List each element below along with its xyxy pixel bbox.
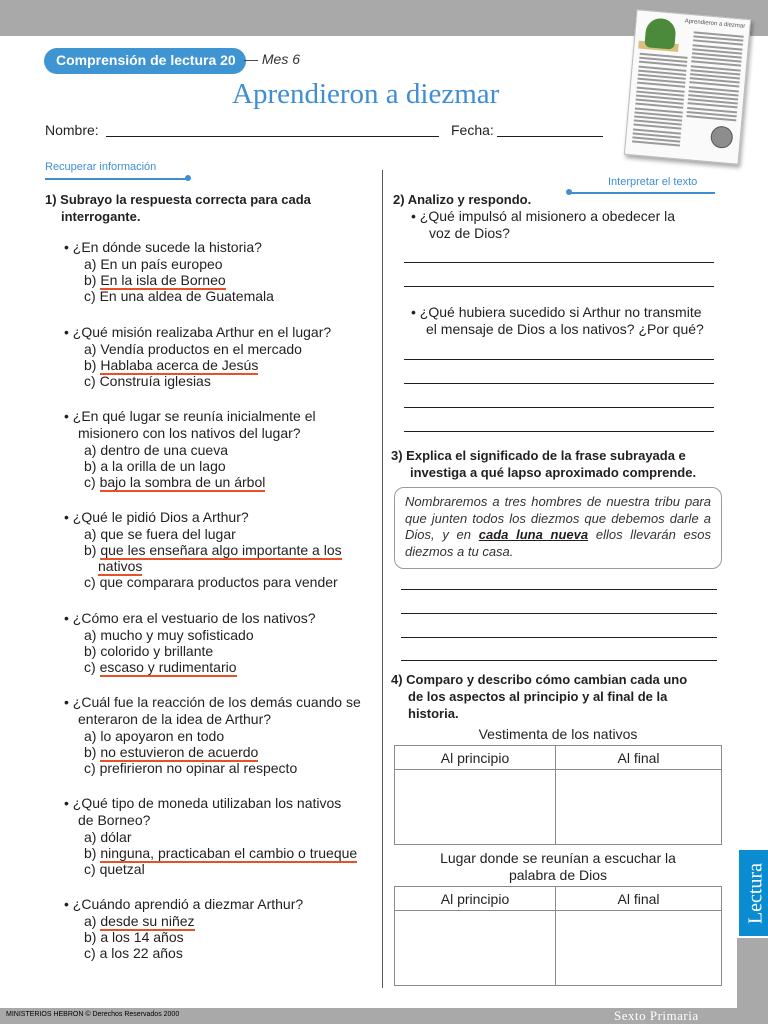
name-field[interactable]	[106, 136, 439, 137]
q1-title-cont: interrogante.	[61, 209, 141, 224]
q1-option-letter: a)	[84, 913, 97, 929]
section-dot-left	[185, 175, 191, 181]
q1-option-text: que se fuera del lugar	[100, 526, 236, 542]
q1-option-letter: c)	[84, 861, 96, 877]
q1-option[interactable]	[84, 744, 258, 760]
q1-option-text: En una aldea de Guatemala	[99, 288, 274, 304]
q1-option[interactable]	[84, 829, 131, 845]
q1-option[interactable]	[84, 357, 258, 373]
q1-option-letter: b)	[84, 542, 97, 558]
thumbnail-tree-icon	[644, 17, 677, 50]
reading-number-pill: Comprensión de lectura 20	[44, 48, 246, 74]
table2-col-final: Al final	[556, 887, 722, 911]
answer-line[interactable]	[401, 589, 717, 590]
column-divider	[382, 170, 383, 988]
q1-option-text: desde su niñez	[100, 913, 195, 929]
q1-option-cont[interactable]	[98, 558, 142, 574]
page-title: Aprendieron a diezmar	[232, 78, 500, 110]
q1-option[interactable]	[84, 929, 184, 945]
q1-option-text: quetzal	[99, 861, 145, 877]
q1-option-letter: a)	[84, 341, 97, 357]
q1-option[interactable]	[84, 845, 357, 861]
answer-line[interactable]	[404, 262, 714, 263]
q1-option-text: En la isla de Borneo	[100, 272, 226, 288]
table1-caption: Vestimenta de los nativos	[478, 726, 638, 742]
answer-line[interactable]	[404, 359, 714, 360]
q1-option-text: Construía iglesias	[99, 373, 211, 389]
q1-option-text: ninguna, practicaban el cambio o trueque	[100, 845, 358, 861]
q1-option[interactable]	[84, 526, 236, 542]
q1-option[interactable]	[84, 659, 237, 675]
q1-option-letter: b)	[84, 643, 97, 659]
table1-col-final: Al final	[556, 746, 722, 770]
q1-option-text: Vendía productos en el mercado	[100, 341, 302, 357]
q1-option-letter: a)	[84, 728, 97, 744]
q1-option-text: dentro de una cueva	[100, 442, 228, 458]
name-label: Nombre:	[45, 122, 99, 138]
q2-bullet-1: • ¿Qué impulsó al misionero a obedecer la	[411, 208, 676, 224]
q2-bullet-2: • ¿Qué hubiera sucedido si Arthur no transmite	[411, 304, 702, 320]
q1-option-text: a la orilla de un lago	[100, 458, 226, 474]
thumbnail-title: Aprendieron a diezmar	[684, 18, 746, 30]
q1-option[interactable]	[84, 458, 226, 474]
q1-option-letter: a)	[84, 256, 97, 272]
q1-option-letter: b)	[84, 357, 97, 373]
table2-caption: Lugar donde se reunían a escuchar la	[440, 850, 676, 866]
q1-option-text: no estuvieron de acuerdo	[100, 744, 259, 760]
quote-underlined-phrase: cada luna nueva	[478, 527, 589, 542]
section-rule-right	[570, 192, 715, 194]
answer-line[interactable]	[404, 431, 714, 432]
month-label: — Mes 6	[244, 51, 301, 67]
q1-option-text: dólar	[100, 829, 132, 845]
page-right-strip	[737, 36, 768, 848]
q1-option[interactable]	[84, 542, 342, 558]
q1-option-letter: b)	[84, 458, 97, 474]
section-rule-left	[45, 178, 187, 180]
q1-option[interactable]	[84, 861, 145, 877]
q1-option[interactable]	[84, 760, 297, 776]
q4-title-cont-2: historia.	[408, 706, 459, 721]
q1-option[interactable]	[84, 627, 254, 643]
q1-option-text: lo apoyaron en todo	[100, 728, 225, 744]
footer-copyright: MINISTERIOS HEBRON © Derechos Reservados 2000	[6, 1011, 180, 1018]
q1-option-text: que comparara productos para vender	[99, 574, 338, 590]
table1-cell-principio[interactable]	[395, 770, 556, 845]
q1-option-letter: c)	[84, 659, 96, 675]
lectura-tab-label: Lectura	[744, 862, 767, 925]
date-field[interactable]	[497, 136, 603, 137]
q1-option-letter: a)	[84, 627, 97, 643]
answer-line[interactable]	[404, 383, 714, 384]
q1-option-letter: a)	[84, 442, 97, 458]
q1-option-letter: a)	[84, 526, 97, 542]
q1-option-letter: c)	[84, 945, 96, 961]
q1-option-text: a los 22 años	[99, 945, 183, 961]
q1-option[interactable]	[84, 945, 183, 961]
q1-question: • ¿Cuál fue la reacción de los demás cuando se	[64, 694, 361, 710]
answer-line[interactable]	[401, 637, 717, 638]
q1-question-cont: enteraron de la idea de Arthur?	[78, 711, 272, 727]
answer-line[interactable]	[401, 613, 717, 614]
q1-option-text: Hablaba acerca de Jesús	[100, 357, 259, 373]
q1-option[interactable]	[84, 272, 226, 288]
q1-option-text-cont: nativos	[98, 558, 143, 574]
q1-question: • ¿Qué le pidió Dios a Arthur?	[64, 509, 249, 525]
footer-grade: Sexto Primaria	[614, 1008, 699, 1023]
q1-option-letter: c)	[84, 288, 96, 304]
q1-option[interactable]	[84, 256, 223, 272]
answer-line[interactable]	[404, 286, 714, 287]
section-label-interpretar: Interpretar el texto	[608, 176, 698, 188]
q1-question-cont: misionero con los nativos del lugar?	[78, 425, 301, 441]
q1-option[interactable]	[84, 643, 213, 659]
table2-cell-principio[interactable]	[395, 911, 556, 986]
q1-question-cont: de Borneo?	[78, 812, 151, 828]
lectura-tab	[737, 848, 768, 938]
q1-option[interactable]	[84, 728, 224, 744]
q1-option-text: colorido y brillante	[100, 643, 214, 659]
q4-title: 4) Comparo y describo cómo cambian cada uno	[391, 672, 688, 687]
q2-bullet-2-cont: el mensaje de Dios a los nativos? ¿Por qué?	[426, 321, 704, 337]
table2-caption-cont: palabra de Dios	[508, 867, 608, 883]
q1-option[interactable]	[84, 373, 211, 389]
q1-option-letter: c)	[84, 474, 96, 490]
q1-option-letter: b)	[84, 929, 97, 945]
table-lugar	[394, 886, 722, 986]
q1-option-text: escaso y rudimentario	[99, 659, 237, 675]
q1-option[interactable]	[84, 288, 274, 304]
q4-title-cont-1: de los aspectos al principio y al final de la	[408, 689, 668, 704]
q2-title: 2) Analizo y respondo.	[393, 192, 532, 207]
q1-question: • ¿Qué misión realizaba Arthur en el lugar?	[64, 324, 332, 340]
q1-option-letter: b)	[84, 845, 97, 861]
q1-option-text: bajo la sombra de un árbol	[99, 474, 266, 490]
story-quote-box	[394, 487, 722, 569]
q1-option-text: que les enseñara algo importante a los	[100, 542, 342, 558]
q1-question: • ¿En qué lugar se reunía inicialmente el	[64, 408, 316, 424]
q1-option-text: prefirieron no opinar al respecto	[99, 760, 298, 776]
date-label: Fecha:	[451, 122, 494, 138]
q1-option-letter: c)	[84, 373, 96, 389]
q1-option-letter: b)	[84, 272, 97, 288]
quote-text-end: ellos llevarán esos diezmos a tu casa.	[405, 527, 712, 559]
table2-cell-final[interactable]	[556, 911, 722, 986]
q3-title: 3) Explica el significado de la frase subrayada e	[391, 448, 686, 463]
section-label-recuperar: Recuperar información	[45, 161, 157, 173]
q1-question: • ¿Cuándo aprendió a diezmar Arthur?	[64, 896, 304, 912]
q1-title: 1) Subrayo la respuesta correcta para cada	[45, 192, 311, 207]
q1-option-text: a los 14 años	[100, 929, 184, 945]
table1-cell-final[interactable]	[556, 770, 722, 845]
answer-line[interactable]	[401, 660, 717, 661]
q1-question: • ¿En dónde sucede la historia?	[64, 239, 262, 255]
q1-question: • ¿Cómo era el vestuario de los nativos?	[64, 610, 316, 626]
table-vestimenta	[394, 745, 722, 845]
q1-option-letter: c)	[84, 760, 96, 776]
q2-bullet-1-cont: voz de Dios?	[429, 225, 510, 241]
table2-col-principio: Al principio	[395, 887, 556, 911]
q1-option[interactable]	[84, 574, 338, 590]
q1-option[interactable]	[84, 341, 302, 357]
quote-text-start: Nombraremos a tres hombres de nuestra tribu para que junten todos los diezmos que debemos darle a Dios, y en	[405, 494, 711, 542]
q1-question: • ¿Qué tipo de moneda utilizaban los nativos	[64, 795, 342, 811]
q1-option-letter: c)	[84, 574, 96, 590]
story-thumbnail	[624, 9, 751, 164]
q1-option-letter: b)	[84, 744, 97, 760]
q1-option-letter: a)	[84, 829, 97, 845]
q1-option-text: mucho y muy sofisticado	[100, 627, 254, 643]
table1-col-principio: Al principio	[395, 746, 556, 770]
q1-option-text: En un país europeo	[100, 256, 223, 272]
answer-line[interactable]	[404, 407, 714, 408]
section-dot-right	[566, 189, 572, 195]
q1-option[interactable]	[84, 474, 265, 490]
q3-title-cont: investiga a qué lapso aproximado comprende.	[410, 465, 697, 480]
thumbnail-coin-icon	[710, 125, 734, 149]
q1-option[interactable]	[84, 913, 195, 929]
q1-option[interactable]	[84, 442, 228, 458]
